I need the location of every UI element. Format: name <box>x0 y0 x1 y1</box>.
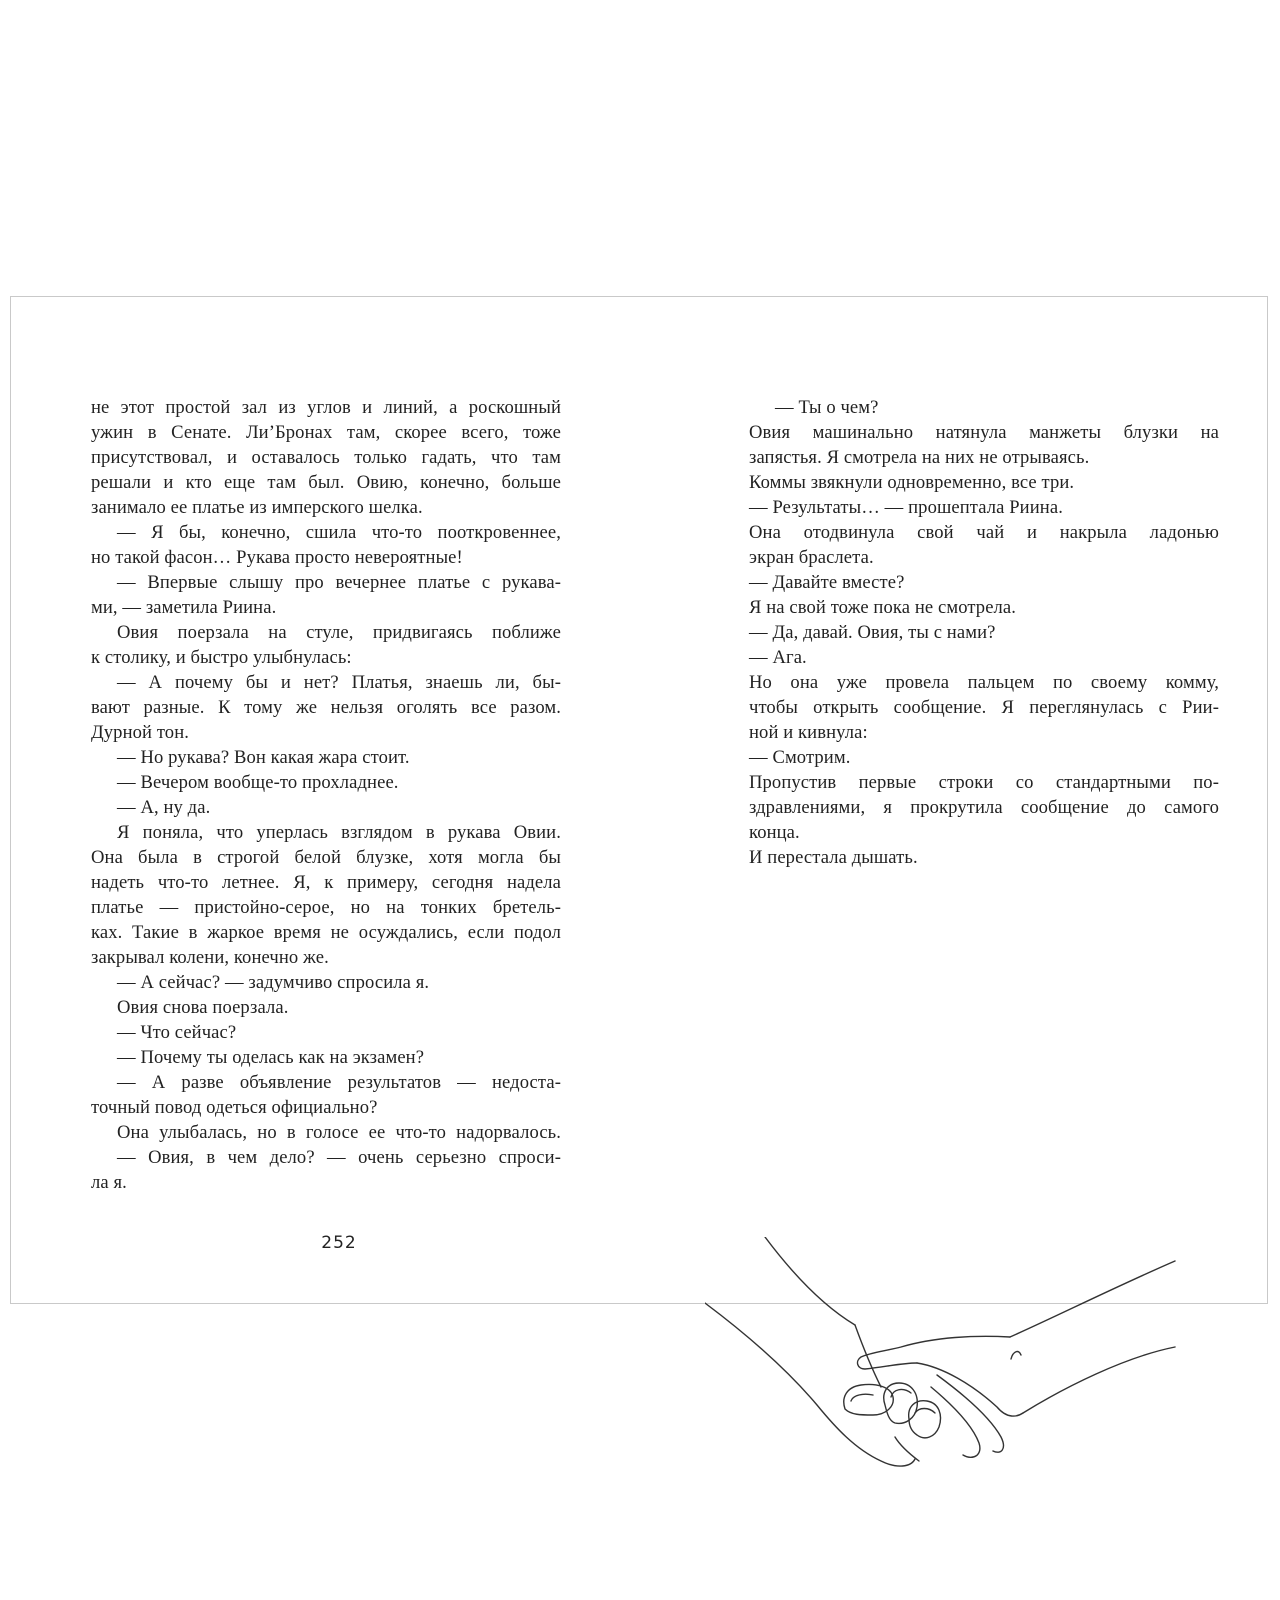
finger-outline <box>917 1363 1023 1416</box>
text-line: ной и кивнула: <box>749 722 868 743</box>
text-line: занимало ее платье из имперского шелка. <box>91 497 423 518</box>
arm-outline <box>765 1237 855 1325</box>
text-line: ужин в Сенате. Ли’Бронах там, скорее всего, тоже <box>91 422 561 443</box>
text-line: — Вечером вообще-то прохладнее. <box>117 772 399 793</box>
text-line: Овия снова поерзала. <box>117 997 289 1018</box>
text-line: вают разные. К тому же нельзя оголять все разом. <box>91 697 561 718</box>
text-line: — Но рукава? Вон какая жара стоит. <box>117 747 410 768</box>
text-line: решали и кто еще там был. Овию, конечно, больше <box>91 472 561 493</box>
text-line: точный повод одеться официально? <box>91 1097 378 1118</box>
text-line: ми, — заметила Риина. <box>91 597 277 618</box>
text-line: — Что сейчас? <box>117 1022 237 1043</box>
text-line: — Давайте вместе? <box>749 572 905 593</box>
text-line: — Результаты… — прошептала Риина. <box>749 497 1063 518</box>
text-line: Овия машинально натянула манжеты блузки на <box>749 422 1219 443</box>
text-line: Она отодвинула свой чай и накрыла ладонью <box>749 522 1219 543</box>
text-line: — Я бы, конечно, сшила что-то пооткровеннее, <box>117 522 561 543</box>
text-line: платье — пристойно-серое, но на тонких бретель- <box>91 897 561 918</box>
thumb-outline <box>858 1336 1010 1369</box>
text-line: — Ты о чем? <box>775 397 879 418</box>
arm-outline <box>1023 1347 1175 1413</box>
text-line: — А, ну да. <box>117 797 211 818</box>
text-line: Дурной тон. <box>91 722 189 743</box>
text-line: но такой фасон… Рукава просто невероятные! <box>91 547 463 568</box>
text-line: — Ага. <box>749 647 807 668</box>
text-line: Но она уже провела пальцем по своему комму, <box>749 672 1219 693</box>
text-line: экран браслета. <box>749 547 874 568</box>
text-line: закрывал колени, конечно же. <box>91 947 329 968</box>
finger-outline <box>931 1387 980 1457</box>
text-line: — Овия, в чем дело? — очень серьезно спроси- <box>117 1147 561 1168</box>
text-line: ла я. <box>91 1172 127 1193</box>
nail-outline <box>851 1394 873 1401</box>
text-line: — Да, давай. Овия, ты с нами? <box>749 622 996 643</box>
nail-outline <box>891 1390 911 1397</box>
text-line: — А почему бы и нет? Платья, знаешь ли, бы- <box>117 672 561 693</box>
hand-outline <box>705 1303 915 1466</box>
text-line: чтобы открыть сообщение. Я переглянулась с Рии- <box>749 697 1219 718</box>
holding-hands-illustration <box>705 1237 1195 1477</box>
text-line: присутствовал, и оставалось только гадать, что там <box>91 447 561 468</box>
text-line: — А разве объявление результатов — недоста- <box>117 1072 561 1093</box>
text-line: — Впервые слышу про вечернее платье с рукава- <box>117 572 561 593</box>
finger-outline <box>895 1437 919 1461</box>
text-line: — А сейчас? — задумчиво спросила я. <box>117 972 430 993</box>
wrist-outline <box>855 1325 881 1387</box>
left-page-text <box>91 395 561 1195</box>
text-line: надеть что-то летнее. Я, к примеру, сегодня надела <box>91 872 561 893</box>
text-line: здравлениями, я прокрутила сообщение до самого <box>749 797 1219 818</box>
right-page-text <box>749 395 1219 870</box>
text-line: Пропустив первые строки со стандартными по- <box>749 772 1219 793</box>
text-line: Овия поерзала на стуле, придвигаясь поближе <box>117 622 561 643</box>
text-line: Коммы звякнули одновременно, все три. <box>749 472 1075 493</box>
arm-outline <box>1010 1261 1175 1337</box>
text-line: — Почему ты оделась как на экзамен? <box>117 1047 425 1068</box>
text-line: конца. <box>749 822 800 843</box>
knuckle-outline <box>1011 1352 1021 1359</box>
text-line: к столику, и быстро улыбнулась: <box>91 647 352 668</box>
text-line: Я на свой тоже пока не смотрела. <box>749 597 1017 618</box>
book-spread <box>10 296 1268 1304</box>
text-line: Она улыбалась, но в голосе ее что-то надорвалось. <box>117 1122 561 1143</box>
fingertip-outline <box>909 1401 941 1438</box>
text-line: — Смотрим. <box>749 747 851 768</box>
nail-outline <box>915 1409 935 1414</box>
text-line: ках. Такие в жаркое время не осуждались, если подол <box>91 922 561 943</box>
text-line: Она была в строгой белой блузке, хотя могла бы <box>91 847 561 868</box>
text-line: запястья. Я смотрела на них не отрываясь. <box>749 447 1090 468</box>
page-number: 252 <box>321 1233 357 1253</box>
text-line: Я поняла, что уперлась взглядом в рукава Овии. <box>117 822 561 843</box>
text-line: не этот простой зал из углов и линий, а роскошный <box>91 397 561 418</box>
text-line: И перестала дышать. <box>749 847 918 868</box>
